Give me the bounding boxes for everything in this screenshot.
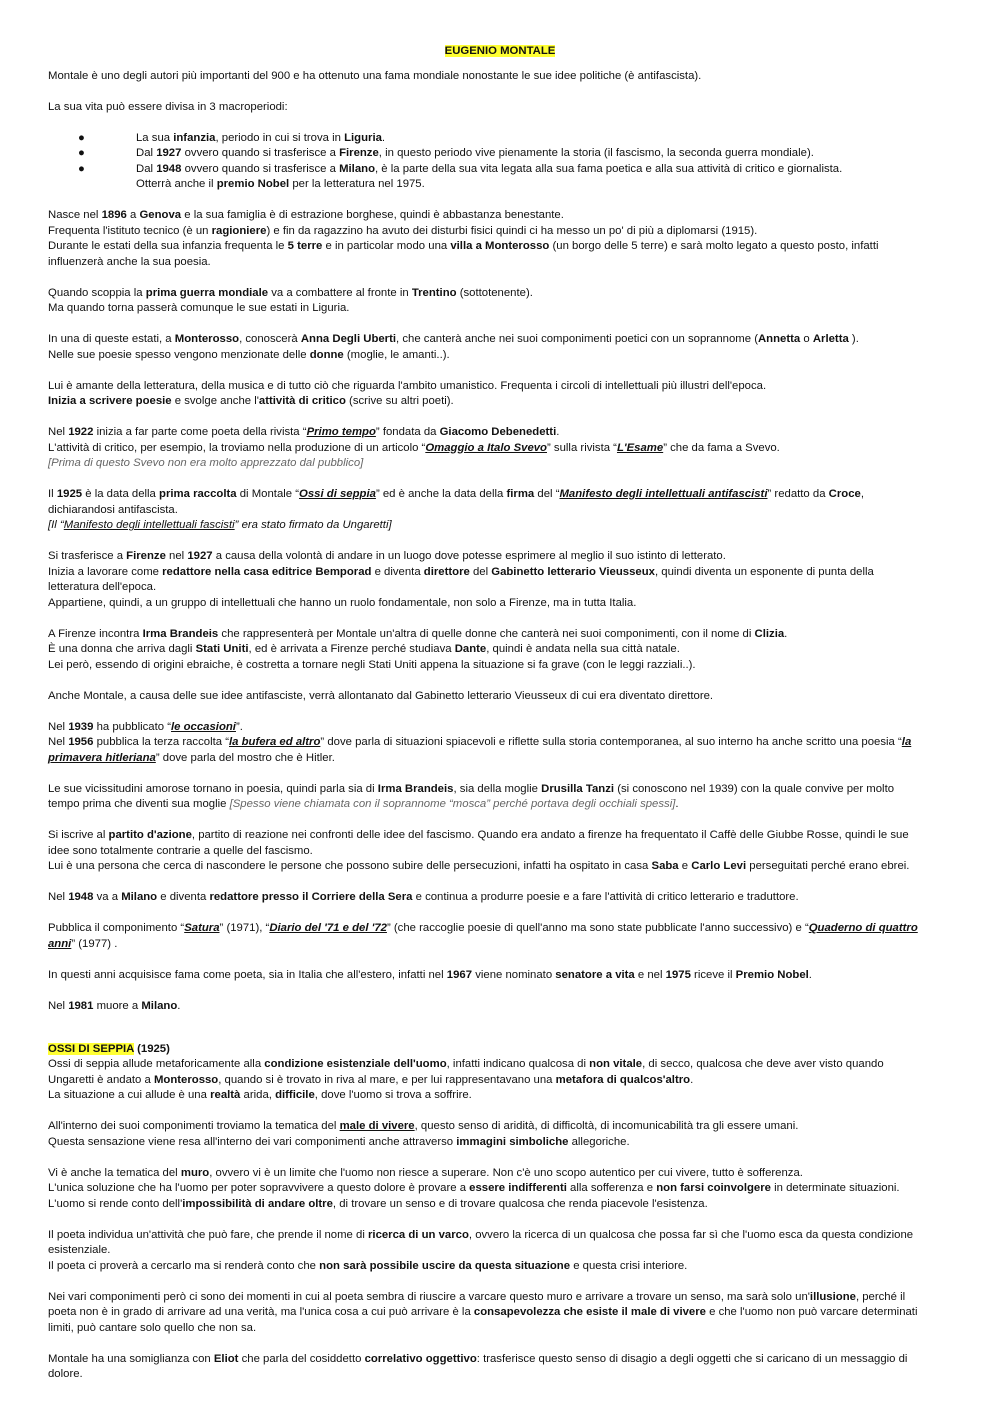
bullet-icon: ● xyxy=(78,162,85,175)
ossi-paragraph-5: Nei vari componimenti però ci sono dei momenti in cui al poeta sembra di riuscire a varcare questo muro e arrivare a trovare un senso, ma sarà solo un'illusione, perché il poeta non è in grado di arrivare ad una verità, ma l'unica cosa a cui può arrivare è la consapevolezza che esiste il male di vivere e che l'uomo non può varcare determinati limiti, può cantare solo quello che non sa. xyxy=(48,1290,918,1334)
ossi-heading: OSSI DI SEPPIA (1925) xyxy=(48,1042,170,1055)
document-title: EUGENIO MONTALE xyxy=(444,45,556,57)
bullet-icon: ● xyxy=(78,147,85,159)
birth-paragraph: Nasce nel 1896 a Genova e la sua famiglia è di estrazione borghese, quindi è abbastanza benestante. Frequenta l'istituto tecnico (è un ragioniere) e fin da ragazzino ha avuto dei disturbi fisici quindi ci ha messo un po' di più a diplomarsi (1915). Durante le estati della sua infanzia frequenta le 5 terre e in particolar modo una villa a Monterosso (un borgo delle 5 terre) e sarà molto legato a questo posto, infatti influenzerà anche la sua poesia. xyxy=(48,209,879,268)
ossi-paragraph-6: Montale ha una somiglianza con Eliot che parla del cosiddetto correlativo oggettivo: trasferisce questo senso di disagio a degli oggetti che si caricano di un messaggio di dolore. xyxy=(48,1352,908,1380)
list-item: ● Dal 1948 ovvero quando si trasferisce a Milano, è la parte della sua vita legata alla sua fama poetica e alla sua attività di critico e giornalista. xyxy=(48,162,952,178)
ossi-paragraph-2: All'interno dei suoi componimenti troviamo la tematica del male di vivere, questo senso di aridità, di difficoltà, di incomunicabilità tra gli essere umani. Questa sensazione viene resa all'interno dei vari componimenti anche attraverso immagini simboliche allegoriche. xyxy=(48,1120,799,1148)
y1922-paragraph: Nel 1922 inizia a far parte come poeta della rivista “Primo tempo” fondata da Giacomo Debenedetti. L'attività di critico, per esempio, la troviamo nella produzione di un articolo “Omaggio a Italo Svevo” sulla rivista “L'Esame” che da fama a Svevo. [Prima di questo Svevo non era molto apprezzato dal pubblico] xyxy=(48,426,780,469)
fame-paragraph: In questi anni acquisisce fama come poeta, sia in Italia che all'estero, infatti nel 1967 viene nominato senatore a vita e nel 1975 riceve il Premio Nobel. xyxy=(48,968,812,981)
satura-paragraph: Pubblica il componimento “Satura” (1971), “Diario del '71 e del '72” (che raccoglie poesie di quell'anno ma sono state pubblicate l'anno successivo) e “Quaderno di quattro anni” (1977) . xyxy=(48,922,918,950)
list-item: ● Dal 1927 ovvero quando si trasferisce a Firenze, in questo periodo vive pienamente la storia (il fascismo, la seconda guerra mondiale). xyxy=(48,146,952,162)
anna-paragraph: In una di queste estati, a Monterosso, conoscerà Anna Degli Uberti, che canterà anche nei suoi componimenti poetici con un soprannome (Annetta o Arletta ). Nelle sue poesie spesso vengono menzionate delle donne (moglie, le amanti..). xyxy=(48,333,859,361)
party-paragraph: Si iscrive al partito d'azione, partito di reazione nei confronti delle idee del fascismo. Quando era andato a firenze ha frequentato il Caffè delle Giubbe Rosse, quindi le sue idee sono totalmente contrarie a quelle del fascismo. Lui è una persona che cerca di nascondere le persone che possono subire delle persecuzioni, infatti ha ospitato in casa Saba e Carlo Levi perseguitati perché erano ebrei. xyxy=(48,829,910,872)
y1925-paragraph: Il 1925 è la data della prima raccolta di Montale “Ossi di seppia” ed è anche la data della firma del “Manifesto degli intellettuali antifascisti” redatto da Croce, dichiarandosi antifascista. [Il “Manifesto degli intellettuali fascisti” era stato firmato da Ungaretti] xyxy=(48,488,864,531)
periods-paragraph: La sua vita può essere divisa in 3 macroperiodi: xyxy=(48,100,288,113)
periods-list xyxy=(48,131,952,193)
bullet-icon: ● xyxy=(78,131,85,144)
removed-paragraph: Anche Montale, a causa delle sue idee antifasciste, verrà allontanato dal Gabinetto letterario Vieusseux di cui era diventato direttore. xyxy=(48,689,714,702)
y1939-paragraph: Nel 1939 ha pubblicato “le occasioni”. Nel 1956 pubblica la terza raccolta “la bufera ed altro” dove parla di situazioni spiacevoli e riflette sulla storia contemporanea, al suo interno ha anche scritto una poesia “la primavera hitleriana” dove parla del mostro che è Hitler. xyxy=(48,720,912,764)
florence-paragraph: Si trasferisce a Firenze nel 1927 a causa della volontà di andare in un luogo dove potesse esprimere al meglio il suo istinto di letterato. Inizia a lavorare come redattore nella casa editrice Bemporad e diventa direttore del Gabinetto letterario Vieusseux, quindi diventa un esponente di punta della letteratura dell'epoca. Appartiene, quindi, a un gruppo di intellettuali che hanno un ruolo fondamentale, non solo a Firenze, ma in tutta Italia. xyxy=(48,550,874,609)
irma-paragraph: A Firenze incontra Irma Brandeis che rappresenterà per Montale un'altra di quelle donne che canterà nei suoi componimenti, con il nome di Clizia. È una donna che arriva dagli Stati Uniti, ed è arrivata a Firenze perché studiava Dante, quindi è andata nella sua città natale. Lei però, essendo di origini ebraiche, è costretta a tornare negli Stati Uniti appena la situazione si fa grave (con le leggi razziali..). xyxy=(48,627,788,671)
loves-paragraph: Le sue vicissitudini amorose tornano in poesia, quindi parla sia di Irma Brandeis, sia della moglie Drusilla Tanzi (si conoscono nel 1939) con la quale convive per molto tempo prima che diventi sua moglie [Spesso viene chiamata con il soprannome “mosca” perché portava degli occhiali spessi]. xyxy=(48,782,895,810)
list-item-continuation: Otterrà anche il premio Nobel per la letteratura nel 1975. xyxy=(136,178,425,190)
ossi-paragraph-3: Vi è anche la tematica del muro, ovvero vi è un limite che l'uomo non riesce a superare. Non c'è uno scopo autentico per cui vivere, tutto è sofferenza. L'unica soluzione che ha l'uomo per poter sopravvivere a questo dolore è provare a essere indifferenti alla sofferenza e non farsi coinvolgere in determinate situazioni. L'uomo si rende conto dell'impossibilità di andare oltre, di trovare un senso e di trovare qualcosa che renda piacevole l'esistenza. xyxy=(48,1166,900,1210)
ossi-paragraph-4: Il poeta individua un'attività che può fare, che prende il nome di ricerca di un varco, ovvero la ricerca di un qualcosa che possa far sì che l'uomo esca da questa condizione esistenziale. Il poeta ci proverà a cercarlo ma si renderà conto che non sarà possibile uscire da questa situazione e questa crisi interiore. xyxy=(48,1228,914,1272)
intro-paragraph: Montale è uno degli autori più importanti del 900 e ha ottenuto una fama mondiale nonostante le sue idee politiche (è antifascista). xyxy=(48,69,702,82)
list-item: ● La sua infanzia, periodo in cui si trova in Liguria. xyxy=(48,131,952,147)
war-paragraph: Quando scoppia la prima guerra mondiale va a combattere al fronte in Trentino (sottotenente). Ma quando torna passerà comunque le sue estati in Liguria. xyxy=(48,286,533,314)
ossi-paragraph-1: OSSI DI SEPPIA (1925) Ossi di seppia allude metaforicamente alla condizione esistenziale dell'uomo, infatti indicano qualcosa di non vitale, di secco, qualcosa che deve aver visto quando Ungaretti è andato a Monterosso, quando si è trovato in riva al mare, e per lui rappresentavano una metafora di qualcos'altro. La situazione a cui allude è una realtà arida, difficile, dove l'uomo si trova a soffrire. xyxy=(48,1042,952,1104)
section-spacer xyxy=(48,1030,952,1042)
y1948-paragraph: Nel 1948 va a Milano e diventa redattore presso il Corriere della Sera e continua a produrre poesie e a fare l'attività di critico letterario e traduttore. xyxy=(48,891,799,903)
death-paragraph: Nel 1981 muore a Milano. xyxy=(48,999,181,1012)
literature-paragraph: Lui è amante della letteratura, della musica e di tutto ciò che riguarda l'ambito umanistico. Frequenta i circoli di intellettuali più illustri dell'epoca. Inizia a scrivere poesie e svolge anche l'attività di critico (scrive su altri poeti). xyxy=(48,379,767,407)
